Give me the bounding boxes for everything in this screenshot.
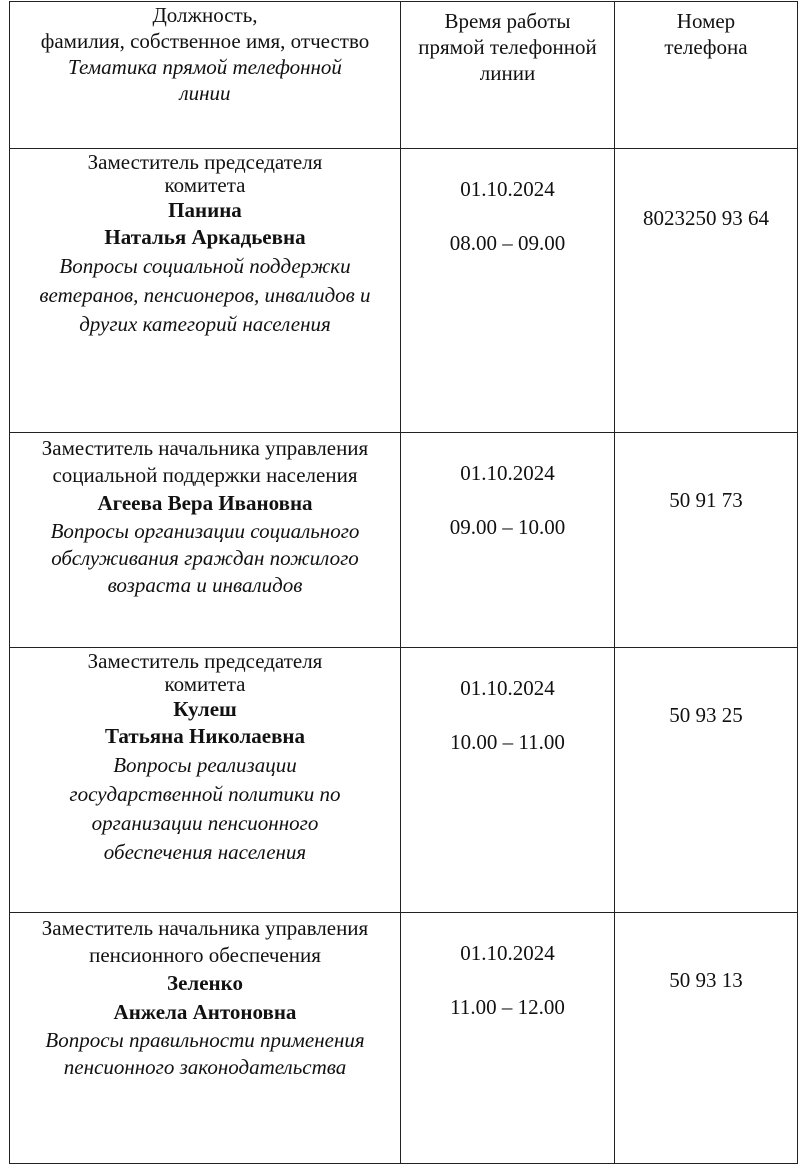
phone-cell: 50 93 25 — [615, 648, 798, 913]
phone-cell: 50 93 13 — [615, 913, 798, 1164]
person-name: Агеева Вера Ивановна — [97, 491, 313, 515]
date-text: 01.10.2024 — [460, 177, 555, 201]
topic-text: Вопросы реализации государственной политики по организации пенсионного обеспечения населения — [69, 753, 341, 864]
person-name: Панина — [168, 198, 242, 222]
position-text: Заместитель председателя комитета — [87, 649, 323, 696]
header-phone-column: Номер телефона — [615, 2, 798, 149]
table-row — [10, 433, 798, 648]
person-cell — [10, 913, 401, 1164]
hours-text: 09.00 – 10.00 — [449, 515, 566, 539]
table-header-row — [10, 2, 798, 149]
position-text: Заместитель председателя комитета — [87, 150, 323, 197]
person-name-line2: Анжела Антоновна — [113, 1000, 297, 1024]
header-topic-label: Тематика прямой телефонной линии — [68, 55, 342, 105]
header-person-column — [10, 2, 401, 149]
table-row — [10, 648, 798, 913]
person-name: Зеленко — [167, 971, 243, 995]
date-text: 01.10.2024 — [460, 461, 555, 485]
table-row — [10, 149, 798, 433]
phone-cell: 8023250 93 64 — [615, 149, 798, 433]
person-name: Кулеш — [173, 697, 237, 721]
topic-text: Вопросы социальной поддержки ветеранов, пенсионеров, инвалидов и других категорий населения — [39, 254, 371, 336]
topic-text: Вопросы правильности применения пенсионного законодательства — [45, 1028, 365, 1079]
position-text: Заместитель начальника управления социальной поддержки населения — [41, 436, 369, 487]
person-cell — [10, 648, 401, 913]
person-cell — [10, 149, 401, 433]
person-name-line2: Наталья Аркадьевна — [104, 225, 306, 249]
table-row — [10, 913, 798, 1164]
topic-text: Вопросы организации социального обслуживания граждан пожилого возраста и инвалидов — [50, 519, 360, 597]
date-text: 01.10.2024 — [460, 676, 555, 700]
time-cell — [401, 433, 615, 648]
position-text: Заместитель начальника управления пенсионного обеспечения — [41, 916, 369, 967]
header-time-column: Время работы прямой телефонной линии — [401, 2, 615, 149]
time-cell — [401, 648, 615, 913]
hours-text: 08.00 – 09.00 — [449, 231, 566, 255]
header-position-label: Должность, — [152, 3, 258, 27]
header-name-label: фамилия, собственное имя, отчество — [40, 29, 370, 53]
date-text: 01.10.2024 — [460, 941, 555, 965]
time-cell — [401, 149, 615, 433]
hours-text: 10.00 – 11.00 — [450, 730, 565, 754]
hotline-schedule-table — [9, 1, 798, 1164]
phone-cell: 50 91 73 — [615, 433, 798, 648]
hours-text: 11.00 – 12.00 — [450, 995, 565, 1019]
person-name-line2: Татьяна Николаевна — [104, 724, 306, 748]
time-cell — [401, 913, 615, 1164]
person-cell — [10, 433, 401, 648]
